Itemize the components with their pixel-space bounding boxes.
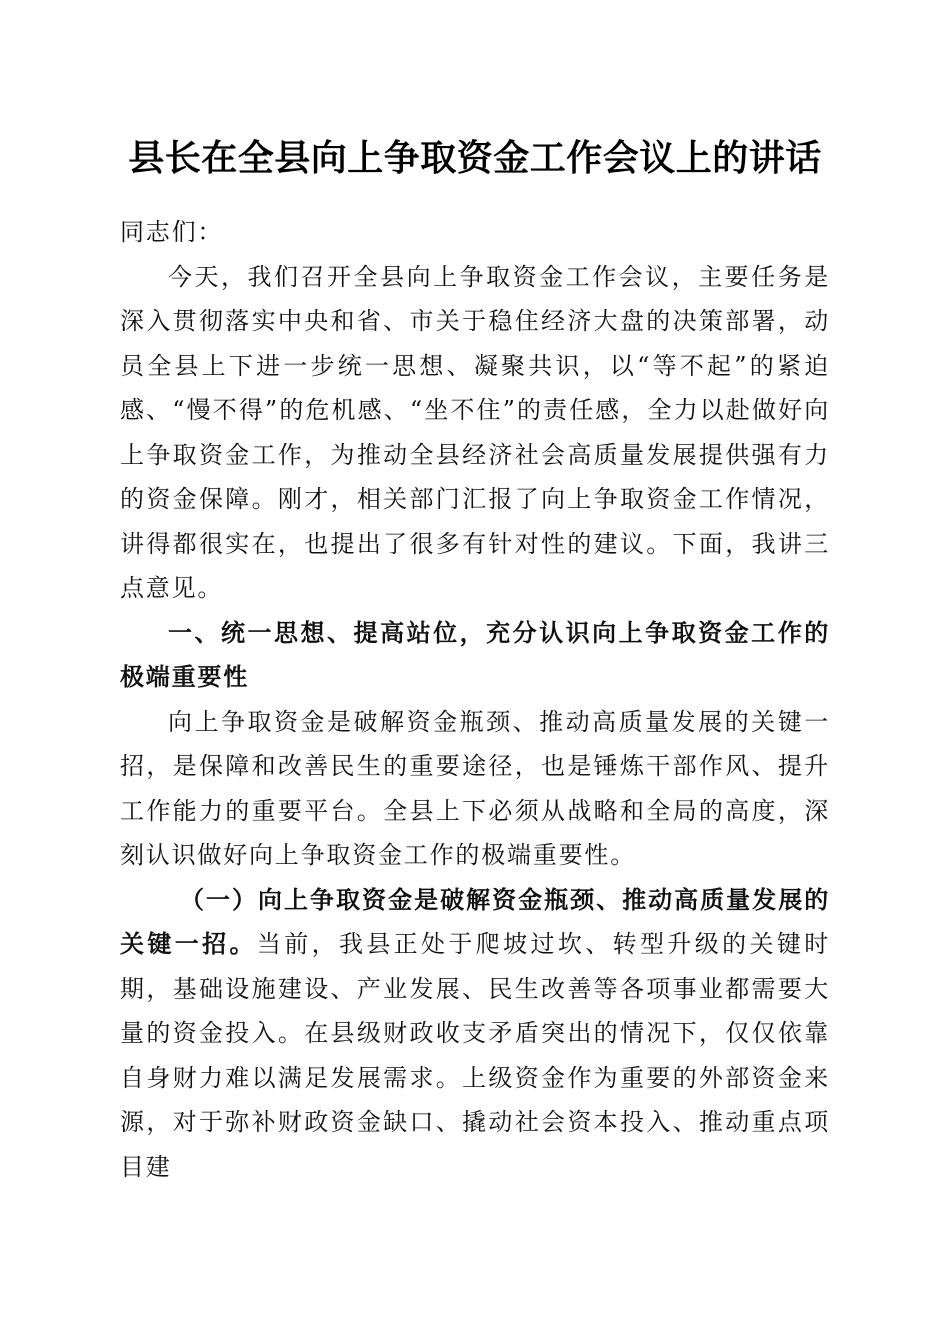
document-title: 县长在全县向上争取资金工作会议上的讲话 (128, 137, 822, 179)
salutation: 同志们： (120, 218, 224, 246)
subsection-heading-1: （一）向上争取资金是破解资金瓶颈、推动高质量发展的关键一招。 (120, 884, 830, 958)
intro-paragraph: 今天，我们召开全县向上争取资金工作会议，主要任务是深入贯彻落实中央和省、市关于稳住经济大盘的决策部署，动员全县上下进一步统一思想、凝聚共识，以“等不起”的紧迫感、“慢不得”的危机感、“坐不住”的责任感，全力以赴做好向上争取资金工作，为推动全县经济社会高质量发展提供强有力的资金保障。刚才，相关部门汇报了向上争取资金工作情况，讲得都很实在，也提出了很多有针对性的建议。下面，我讲三点意见。 (120, 262, 830, 602)
subsection-1-text: 当前，我县正处于爬坡过坎、转型升级的关键时期，基础设施建设、产业发展、民生改善等各项事业都需要大量的资金投入。在县级财政收支矛盾突出的情况下，仅仅依靠自身财力难以满足发展需求。上级资金作为重要的外部资金来源，对于弥补财政资金缺口、撬动社会资本投入、推动重点项目建 (120, 930, 830, 1181)
subsection-1-paragraph (120, 878, 830, 1190)
section-1-paragraph: 向上争取资金是破解资金瓶颈、推动高质量发展的关键一招，是保障和改善民生的重要途径，也是锤炼干部作风、提升工作能力的重要平台。全县上下必须从战略和全局的高度，深刻认识做好向上争取资金工作的极端重要性。 (120, 707, 830, 869)
section-heading-1: 一、统一思想、提高站位，充分认识向上争取资金工作的极端重要性 (120, 618, 830, 691)
document-body (120, 210, 830, 1189)
